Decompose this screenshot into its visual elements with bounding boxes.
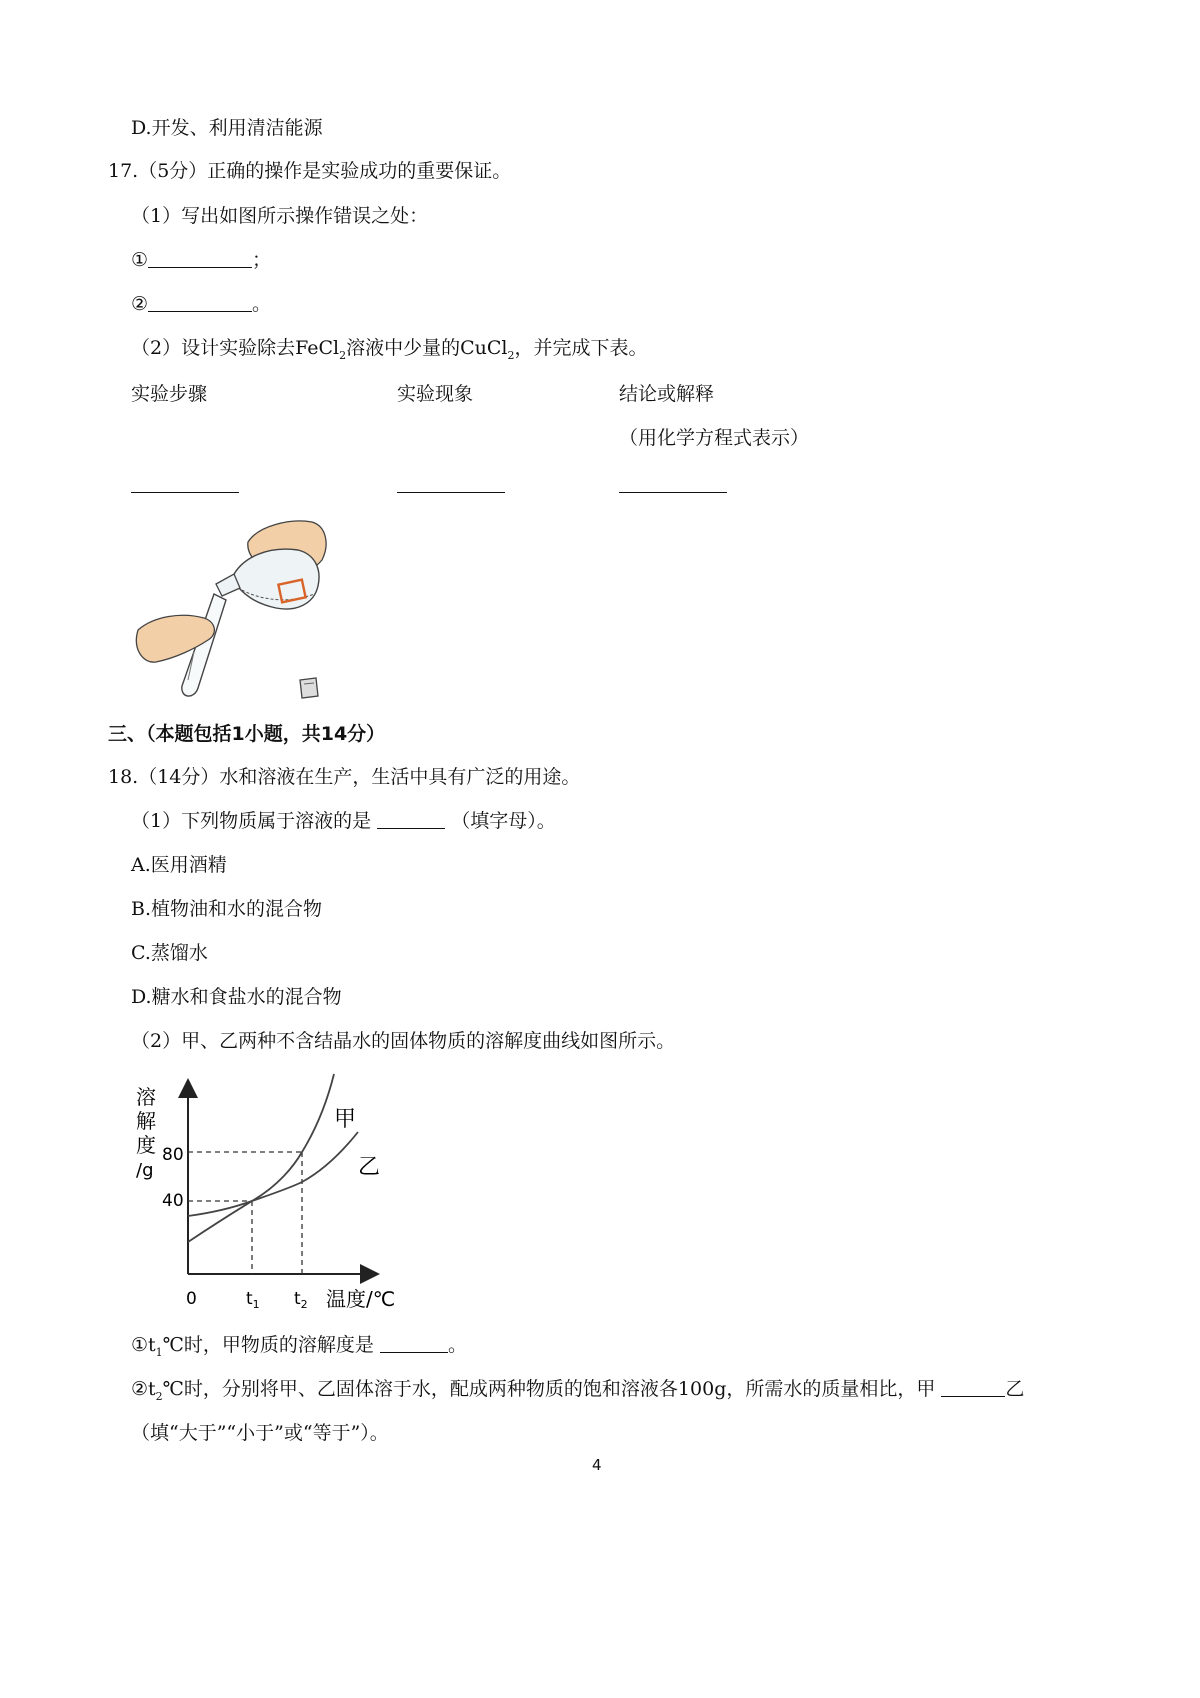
page-number: 4	[592, 1456, 602, 1474]
y-axis-label-1: 溶	[136, 1085, 156, 1109]
section-3-heading: 三、（本题包括1小题，共14分）	[108, 723, 386, 745]
option-b: B.植物油和水的混合物	[131, 898, 323, 920]
answer-line-2: ② 。	[131, 293, 272, 315]
table-blank-conclusion[interactable]	[619, 492, 727, 493]
question-17-title: 17.（5分）正确的操作是实验成功的重要保证。	[108, 160, 512, 182]
answer-blank-solution[interactable]	[377, 808, 445, 829]
series-yi-curve	[188, 1132, 358, 1216]
question-18-sub2-line2: （填“大于”“小于”或“等于”）。	[131, 1422, 389, 1444]
question-18-part1: （1）下列物质属于溶液的是 （填字母）。	[131, 810, 556, 832]
answer-blank-2[interactable]	[148, 291, 252, 312]
option-c: C.蒸馏水	[131, 942, 208, 964]
answer-blank-compare[interactable]	[941, 1376, 1005, 1397]
y-tick-40: 40	[162, 1191, 184, 1211]
solubility-chart	[128, 1068, 408, 1318]
series-jia-curve	[188, 1074, 334, 1242]
option-a: A.医用酒精	[131, 854, 227, 876]
table-header-note: （用化学方程式表示）	[619, 427, 810, 449]
question-17-part1: （1）写出如图所示操作错误之处：	[131, 205, 429, 227]
y-axis-label-2: 解	[136, 1109, 156, 1133]
table-header-steps: 实验步骤	[131, 383, 208, 405]
question-18-title: 18.（14分）水和溶液在生产，生活中具有广泛的用途。	[108, 766, 581, 788]
option-d-q18: D.糖水和食盐水的混合物	[131, 986, 342, 1008]
x-origin: 0	[186, 1289, 197, 1309]
question-18-sub2: $②t_2℃$时，分别将甲、乙固体溶于水，配成两种物质的饱和溶液各100g，所需水的质量相比，甲 乙	[131, 1378, 1025, 1403]
y-axis-label-3: 度	[136, 1133, 156, 1157]
x-axis-label: 温度/℃	[326, 1287, 396, 1311]
question-18-part2: （2）甲、乙两种不含结晶水的固体物质的溶解度曲线如图所示。	[131, 1030, 676, 1052]
reagent-bottle-icon	[232, 549, 319, 609]
series-jia-label: 甲	[334, 1107, 357, 1132]
answer-blank-solubility[interactable]	[380, 1332, 448, 1353]
table-header-phenomena: 实验现象	[397, 383, 474, 405]
answer-line-1: ① ；	[131, 249, 272, 271]
series-yi-label: 乙	[358, 1155, 381, 1180]
x-tick-t1: $t_1$	[246, 1289, 260, 1311]
question-17-part2: （2）设计实验除去FeCl$_2$溶液中少量的CuCl$_2$，并完成下表。	[131, 337, 648, 362]
x-tick-t2: $t_2$	[294, 1289, 308, 1311]
answer-blank-1[interactable]	[148, 247, 252, 268]
table-blank-phenomena[interactable]	[397, 492, 505, 493]
question-18-sub1: $①t_1℃$时，甲物质的溶解度是 。	[131, 1334, 467, 1359]
option-d: D.开发、利用清洁能源	[131, 117, 323, 139]
bottle-stopper-icon	[300, 678, 318, 698]
table-blank-steps[interactable]	[131, 492, 239, 493]
table-header-conclusion: 结论或解释	[619, 383, 715, 405]
y-tick-80: 80	[162, 1145, 184, 1165]
y-axis-label-4: /g	[136, 1160, 154, 1181]
pouring-illustration	[130, 512, 340, 707]
